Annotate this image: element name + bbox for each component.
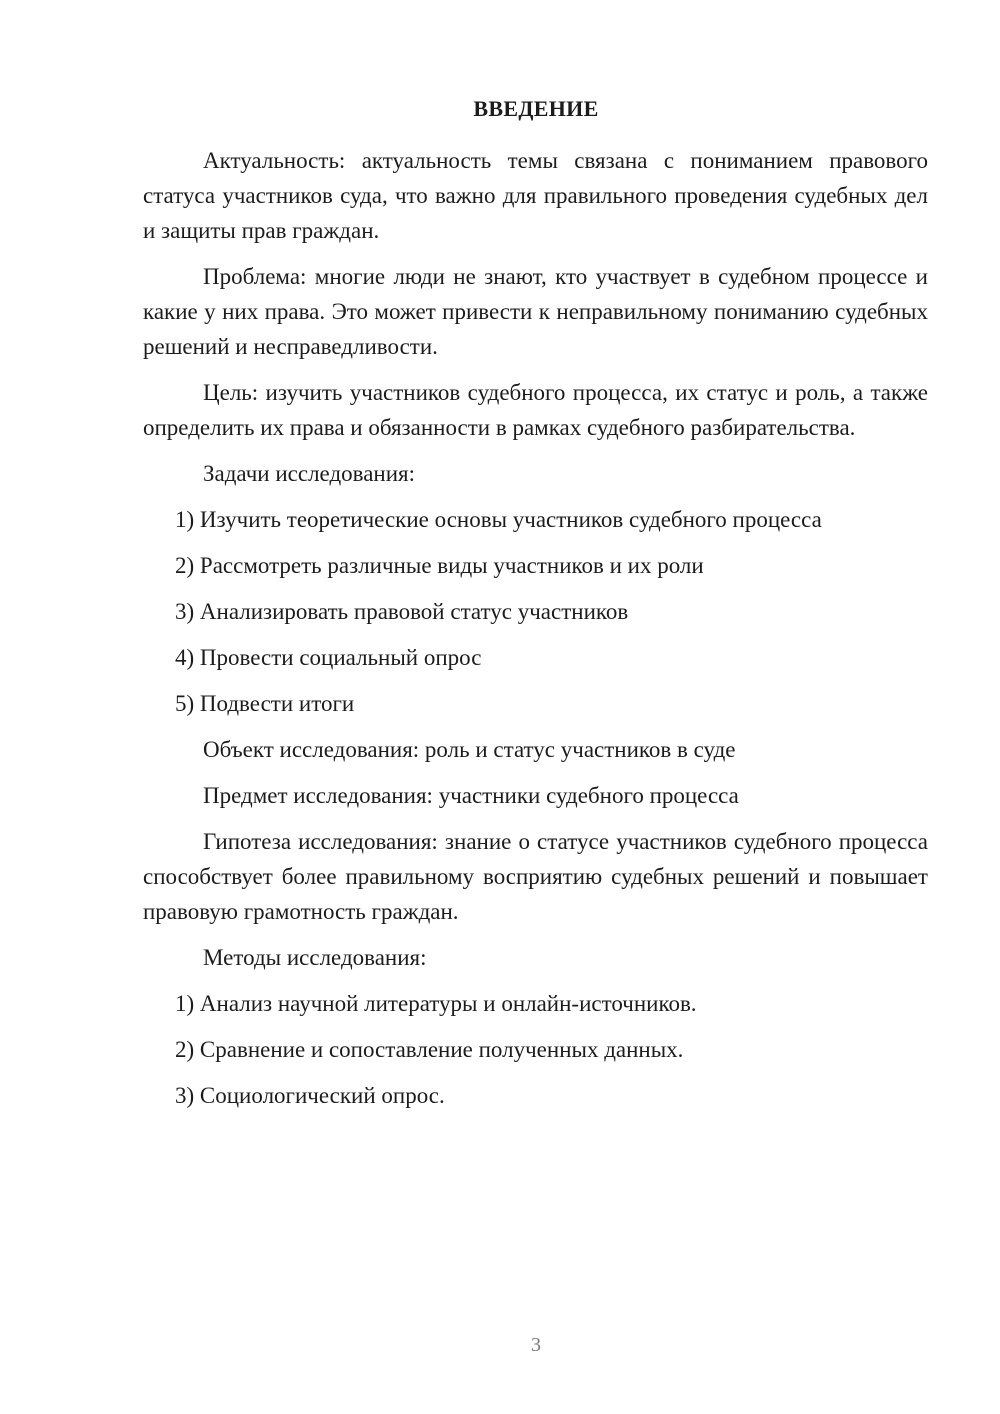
task-item: 2) Рассмотреть различные виды участников и их роли — [175, 553, 704, 578]
method-item: 3) Социологический опрос. — [175, 1083, 445, 1108]
section-heading: ВВЕДЕНИЕ — [473, 96, 599, 121]
task-item: 1) Изучить теоретические основы участников судебного процесса — [175, 507, 822, 532]
goal-paragraph: Цель: изучить участников судебного процесса, их статус и роль, а также определить их права и обязанности в рамках судебного разбирательства. — [143, 380, 928, 440]
task-item: 3) Анализировать правовой статус участников — [175, 599, 629, 624]
task-item: 5) Подвести итоги — [175, 691, 355, 716]
methods-heading: Методы исследования: — [203, 945, 427, 970]
problem-paragraph: Проблема: многие люди не знают, кто участвует в судебном процессе и какие у них права. Это может привести к неправильному пониманию судебных решений и несправедливости. — [143, 264, 928, 359]
page-number: 3 — [531, 1334, 541, 1356]
tasks-heading: Задачи исследования: — [203, 461, 416, 486]
object-line: Объект исследования: роль и статус участников в суде — [203, 737, 736, 762]
method-item: 1) Анализ научной литературы и онлайн-источников. — [175, 991, 697, 1016]
method-item: 2) Сравнение и сопоставление полученных данных. — [175, 1037, 684, 1062]
hypothesis-paragraph: Гипотеза исследования: знание о статусе участников судебного процесса способствует более правильному восприятию судебных решений и повышает правовую грамотность граждан. — [143, 829, 928, 924]
relevance-paragraph: Актуальность: актуальность темы связана с пониманием правового статуса участников суда, что важно для правильного проведения судебных дел и защиты прав граждан. — [143, 148, 928, 243]
task-item: 4) Провести социальный опрос — [175, 645, 482, 670]
subject-line: Предмет исследования: участники судебного процесса — [203, 783, 739, 808]
document-body — [143, 143, 928, 1124]
